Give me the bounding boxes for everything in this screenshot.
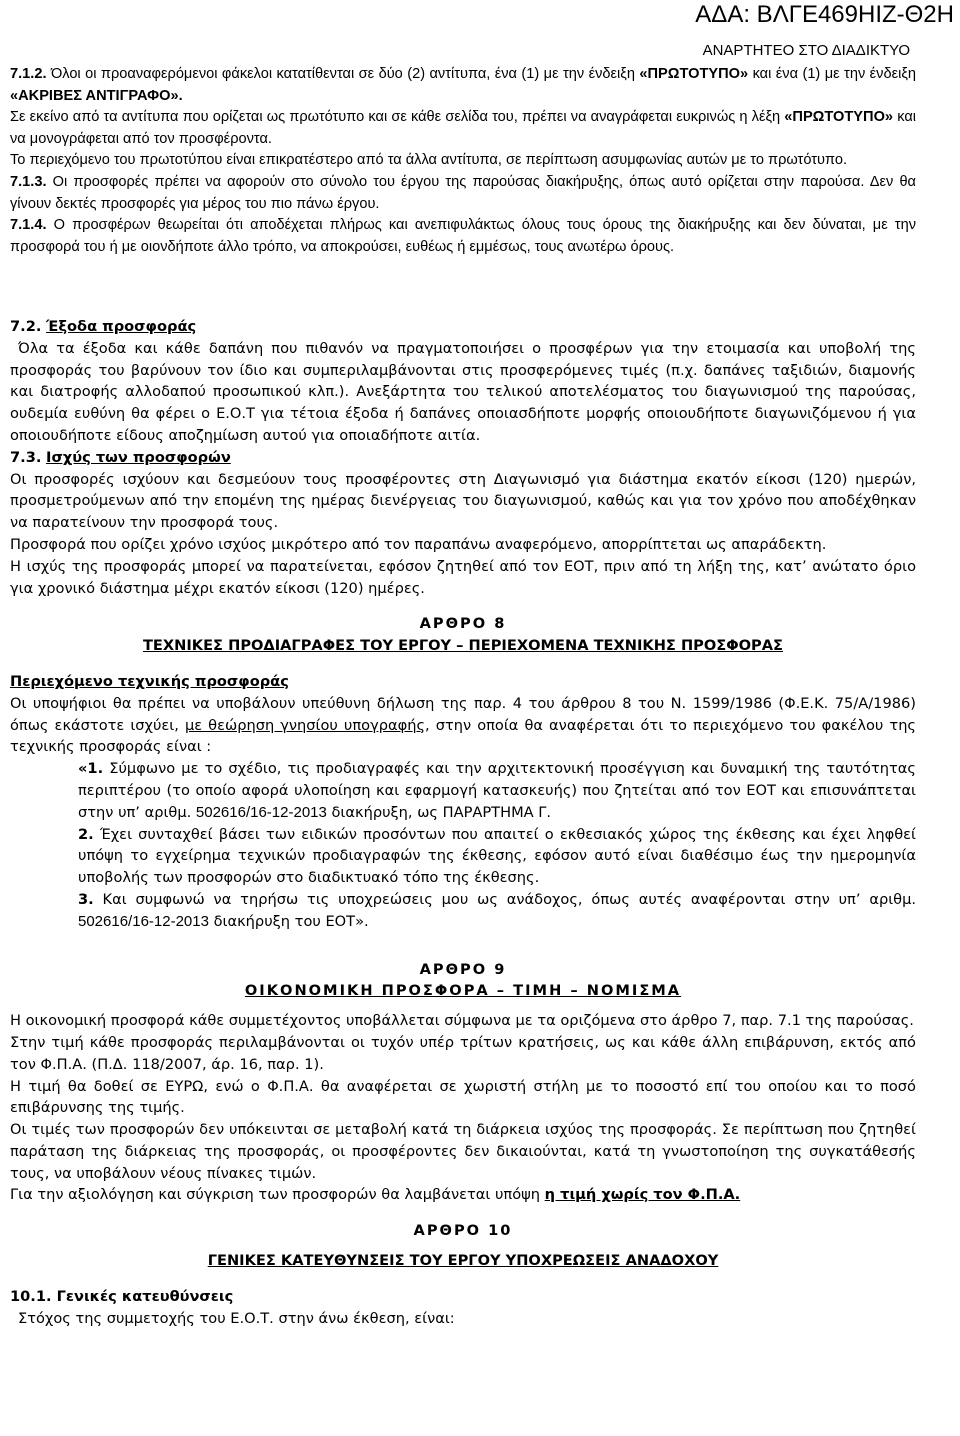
declaration-item-2: 2. Έχει συνταχθεί βάσει των ειδικών προσόντων που απαιτεί ο εκθεσιακός χώρος της έκθεσης και έχει ληφθεί υπόψη το εγχείρημα τεχνικών προδιαγραφών της έκθεσης, εφόσον αυτό είναι διαθέσιμο έως την ημερομηνία υποβολής των προσφορών στο διαδικτυακό τόπο της έκθεσης. [78,825,916,887]
article-9-title: ΑΡΘΡΟ 9 [419,960,507,978]
heading-7-2: 7.2. Έξοδα προσφοράς [10,318,197,335]
paragraph-evaluation: Για την αξιολόγηση και σύγκριση των προσφορών θα λαμβάνεται υπόψη η τιμή χωρίς τον Φ.Π.Α. [10,1186,741,1204]
paragraph-extension: Η ισχύς της προσφοράς μπορεί να παρατείνεται, εφόσον ζητηθεί από τον ΕΟΤ, πριν από τη λήξη της, κατ’ ανώτατο όριο για χρονικό διάστημα μέχρι εκατόν είκοσι (120) ημέρες. [10,557,916,597]
paragraph-expenses: Όλα τα έξοδα και κάθε δαπάνη που πιθανόν να πραγματοποιήσει ο προσφέρων για την ετοιμασία και υποβολή της προσφοράς του βαρύνουν τον ίδιο και συμπεριλαμβάνονται στις προσφερόμενες τιμές (π.χ. δαπάνες ταξιδιών, διαμονής και διατροφής αλλοδαπού προσωπικού κλπ.). Ανεξάρτητα του τελικού αποτελέσματος του διαγωνισμού της παρούσας, ουδεμία ευθύνη θα φέρει ο Ε.Ο.Τ για τέτοια έξοδα ή δαπάνες οποιασδήποτε μορφής οποιουδήποτε διαγωνιζόμενου ή για οποιουδήποτε είδους αποζημίωση αυτού για οποιαδήποτε αιτία. [10,339,916,444]
declaration-item-3: 3. Και συμφωνώ να τηρήσω τις υποχρεώσεις μου ως ανάδοχος, όπως αυτές αναφέρονται στην υπ’ αριθμ. 502616/16-12-2013 διακήρυξη του ΕΟΤ». [78,890,916,930]
paragraph-7-1-4: 7.1.4. Ο προσφέρων θεωρείται ότι αποδέχεται πλήρως και ανεπιφυλάκτως όλους τους όρους της διακήρυξης και δεν δύναται, με την προσφορά του ή με οιονδήποτε άλλο τρόπο, να αποκρούσει, ευθέως ή εμμέσως, τους ανωτέρω όρους. [10,217,916,255]
paragraph-original-marking: Σε εκείνο από τα αντίτυπα που ορίζεται ως πρωτότυπο και σε κάθε σελίδα του, πρέπει να αναγράφεται ευκρινώς η λέξη «ΠΡΩΤΟΤΥΠΟ» και να μονογράφεται από τον προσφέροντα. [10,109,916,147]
paragraph-price-includes: Στην τιμή κάθε προσφοράς περιλαμβάνονται οι τυχόν υπέρ τρίτων κρατήσεις, ως και κάθε άλλη επιβάρυνση, εκτός από τον Φ.Π.Α. (Π.Δ. 118/2007, άρ. 16, παρ. 1). [10,1033,916,1073]
paragraph-goal: Στόχος της συμμετοχής του Ε.Ο.Τ. στην άνω έκθεση, είναι: [18,1309,455,1327]
article-9-subtitle: ΟΙΚΟΝΟΜΙΚΗ ΠΡΟΣΦΟΡΑ – ΤΙΜΗ – ΝΟΜΙΣΜΑ [244,982,682,1000]
paragraph-financial-offer: Η οικονομική προσφορά κάθε συμμετέχοντος υποβάλλεται σύμφωνα με τα οριζόμενα στο άρθρο 7, παρ. 7.1 της παρούσας. [10,1012,914,1030]
heading-10-1: 10.1. Γενικές κατευθύνσεις [10,1287,234,1305]
clause-number: 7.1.2. [10,66,47,82]
article-8-title: ΑΡΘΡΟ 8 [419,615,507,633]
paragraph-7-1-2: 7.1.2. Όλοι οι προαναφερόμενοι φάκελοι κατατίθενται σε δύο (2) αντίτυπα, ένα (1) με την ένδειξη «ΠΡΩΤΟΤΥΠΟ» και ένα (1) με την ένδειξη «ΑΚΡΙΒΕΣ ΑΝΤΙΓΡΑΦΟ». [10,66,916,104]
technical-offer-heading: Περιεχόμενο τεχνικής προσφοράς [10,672,289,690]
article-10-title: ΑΡΘΡΟ 10 [413,1222,513,1240]
clause-number: 7.1.3. [10,173,47,190]
paragraph-original-precedence: Το περιεχόμενο του πρωτοτύπου είναι επικρατέστερο από τα άλλα αντίτυπα, σε περίπτωση ασυμφωνίας αυτών με το πρωτότυπο. [10,152,848,169]
paragraph-price-fixed: Οι τιμές των προσφορών δεν υπόκεινται σε μεταβολή κατά τη διάρκεια ισχύος της προσφοράς. Σε περίπτωση που ζητηθεί παράταση της διάρκειας της προσφοράς, οι προσφέροντες δεν δικαιούνται, κατά τη γνωστοποίηση της συγκατάθεσής τους, να υποβάλουν νέους πίνακες τιμών. [10,1121,916,1182]
clause-number: 7.1.4. [10,217,47,234]
section-7-1 [10,64,916,258]
paragraph-currency: Η τιμή θα δοθεί σε ΕΥΡΩ, ενώ ο Φ.Π.Α. θα αναφέρεται σε χωριστή στήλη με το ποσοστό επί του οποίου και το ποσό επιβάρυνσης της τιμής. [10,1077,916,1117]
article-10-subtitle: ΓΕΝΙΚΕΣ ΚΑΤΕΥΘΥΝΣΕΙΣ ΤΟΥ ΕΡΓΟΥ ΥΠΟΧΡΕΩΣΕΙΣ ΑΝΑΔΟΧΟΥ [207,1252,719,1270]
declaration-item-1: «1. Σύμφωνο με το σχέδιο, τις προδιαγραφές και την αρχιτεκτονική προσέγγιση και δυναμική της ταυτότητας περιπτέρου (το οποίο αφορά υλοποίηση και εφαρμογή κατασκευής) που ζητείται από τον ΕΟΤ και επισυνάπτεται στην υπ’ αριθμ. 502616/16-12-2013 διακήρυξη, ως ΠΑΡΑΡΤΗΜΑ Γ. [78,760,916,821]
ada-code: ΑΔΑ: ΒΛΓΕ469ΗΙΖ-Θ2Η [695,1,954,28]
heading-7-3: 7.3. Ισχύς των προσφορών [10,448,231,466]
paragraph-7-1-3: 7.1.3. Οι προσφορές πρέπει να αφορούν στο σύνολο του έργου της παρούσας διακήρυξης, όπως αυτό ορίζεται στην παρούσα. Δεν θα γίνουν δεκτές προσφορές για μέρος του πιο πάνω έργου. [10,173,916,212]
paragraph-short-validity: Προσφορά που ορίζει χρόνο ισχύος μικρότερο από τον παραπάνω αναφερόμενο, απορρίπτεται ως απαράδεκτη. [10,535,827,553]
posted-online-label: ΑΝΑΡΤΗΤΕΟ ΣΤΟ ΔΙΑΔΙΚΤΥΟ [702,42,910,59]
paragraph-validity: Οι προσφορές ισχύουν και δεσμεύουν τους προσφέροντες στη Διαγωνισμό για διάστημα εκατόν είκοσι (120) ημερών, προσμετρούμενων από την επομένη της ημέρας διενέργειας του διαγωνισμού, καθώς και για τον χρόνο που αποδέχθηκαν να παρατείνουν την προσφορά τους. [10,470,916,532]
main-body [10,316,916,1329]
paragraph-declaration: Οι υποψήφιοι θα πρέπει να υποβάλουν υπεύθυνη δήλωση της παρ. 4 του άρθρου 8 του Ν. 1599/1986 (Φ.Ε.Κ. 75/Α/1986) όπως εκάστοτε ισχύει, με θεώρηση γνησίου υπογραφής, στην οποία θα αναφέρεται ότι το περιεχόμενο του φακέλου της τεχνικής προσφοράς είναι : [10,694,917,756]
article-8-subtitle: ΤΕΧΝΙΚΕΣ ΠΡΟΔΙΑΓΡΑΦΕΣ ΤΟΥ ΕΡΓΟΥ – ΠΕΡΙΕΧΟΜΕΝΑ ΤΕΧΝΙΚΗΣ ΠΡΟΣΦΟΡΑΣ [142,637,784,655]
